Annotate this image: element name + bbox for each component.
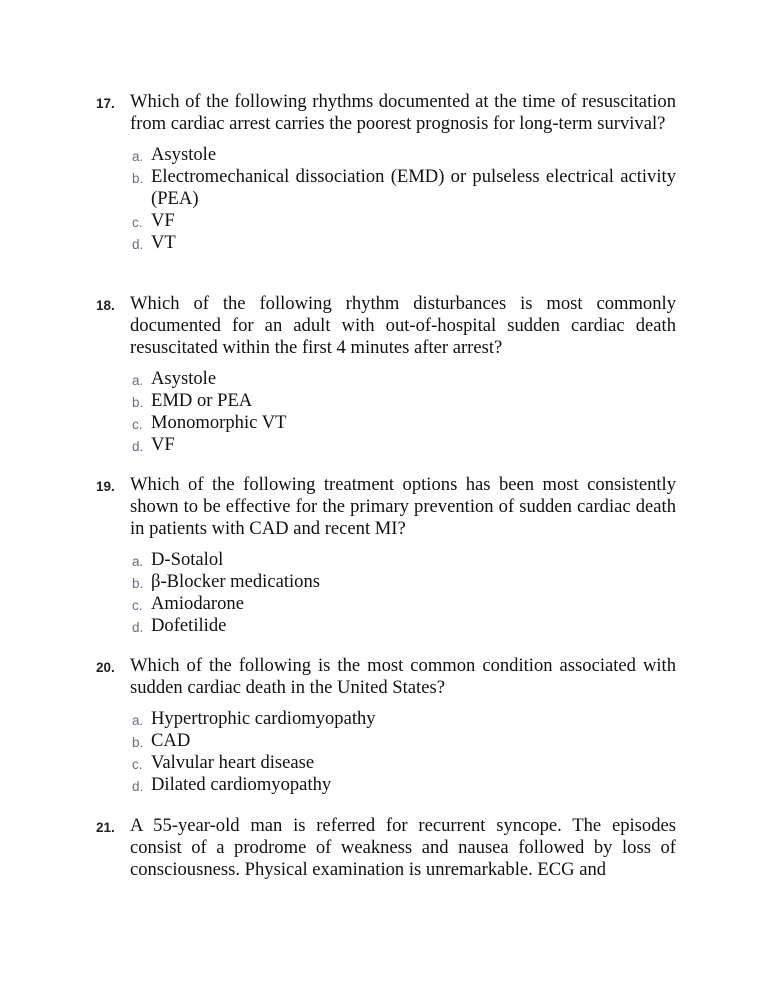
question-18 (96, 293, 676, 456)
option-a (129, 144, 676, 166)
option-letter: b. (132, 171, 144, 186)
answer-options (96, 144, 676, 254)
option-b (129, 571, 676, 593)
option-letter: b. (132, 576, 144, 591)
question-17 (96, 91, 676, 254)
option-text: VT (151, 232, 176, 253)
option-text: Hypertrophic cardiomyopathy (151, 708, 376, 729)
option-text: Dofetilide (151, 615, 227, 636)
option-text: Valvular heart disease (151, 752, 315, 773)
option-a (129, 368, 676, 390)
question-number: 21. (96, 820, 115, 835)
option-letter: a. (132, 149, 144, 164)
question-number: 20. (96, 660, 115, 675)
option-b (129, 730, 676, 752)
option-letter: c. (132, 598, 143, 613)
option-text: Dilated cardiomyopathy (151, 774, 332, 795)
question-20 (96, 655, 676, 796)
option-d (129, 774, 676, 796)
question-21 (96, 815, 676, 881)
option-text: Asystole (151, 144, 217, 165)
option-c (129, 210, 676, 232)
option-c (129, 593, 676, 615)
question-text: A 55-year-old man is referred for recurrent syncope. The episodes consist of a prodrome of weakness and nausea followed by loss of consciousness. Physical examination is unremarkable. ECG and (130, 815, 676, 880)
question-text: Which of the following is the most common condition associated with sudden cardiac death in the United States? (130, 655, 676, 698)
question-19 (96, 474, 676, 637)
question-number: 19. (96, 479, 115, 494)
option-b (129, 390, 676, 412)
question-stem (96, 293, 676, 359)
option-d (129, 434, 676, 456)
option-a (129, 549, 676, 571)
question-stem (96, 815, 676, 881)
option-letter: d. (132, 779, 144, 794)
option-letter: c. (132, 757, 143, 772)
question-stem (96, 474, 676, 540)
option-text: Amiodarone (151, 593, 244, 614)
option-text: VF (151, 210, 175, 231)
option-c (129, 412, 676, 434)
option-text: D-Sotalol (151, 549, 224, 570)
question-text: Which of the following rhythms documented at the time of resuscitation from cardiac arrest carries the poorest prognosis for long-term survival? (130, 91, 676, 134)
option-d (129, 232, 676, 254)
question-number: 18. (96, 298, 115, 313)
option-text: Monomorphic VT (151, 412, 287, 433)
question-text: Which of the following rhythm disturbances is most commonly documented for an adult with out-of-hospital sudden cardiac death resuscitated within the first 4 minutes after arrest? (130, 293, 676, 358)
option-letter: d. (132, 237, 144, 252)
option-letter: a. (132, 373, 144, 388)
option-text: Asystole (151, 368, 217, 389)
option-text: VF (151, 434, 175, 455)
option-letter: d. (132, 439, 144, 454)
answer-options (96, 549, 676, 637)
option-letter: b. (132, 735, 144, 750)
answer-options (96, 708, 676, 796)
option-a (129, 708, 676, 730)
option-letter: a. (132, 554, 144, 569)
option-letter: b. (132, 395, 144, 410)
option-text: β-Blocker medications (151, 571, 321, 592)
option-c (129, 752, 676, 774)
option-letter: a. (132, 713, 144, 728)
option-text: EMD or PEA (151, 390, 253, 411)
question-stem (96, 655, 676, 699)
option-b (129, 166, 676, 210)
option-letter: d. (132, 620, 144, 635)
option-letter: c. (132, 215, 143, 230)
option-text: CAD (151, 730, 191, 751)
option-d (129, 615, 676, 637)
answer-options (96, 368, 676, 456)
option-letter: c. (132, 417, 143, 432)
option-text: Electromechanical dissociation (EMD) or pulseless electrical activity (PEA) (151, 166, 676, 209)
question-text: Which of the following treatment options has been most consistently shown to be effective for the primary prevention of sudden cardiac death in patients with CAD and recent MI? (130, 474, 676, 539)
question-stem (96, 91, 676, 135)
question-number: 17. (96, 96, 115, 111)
